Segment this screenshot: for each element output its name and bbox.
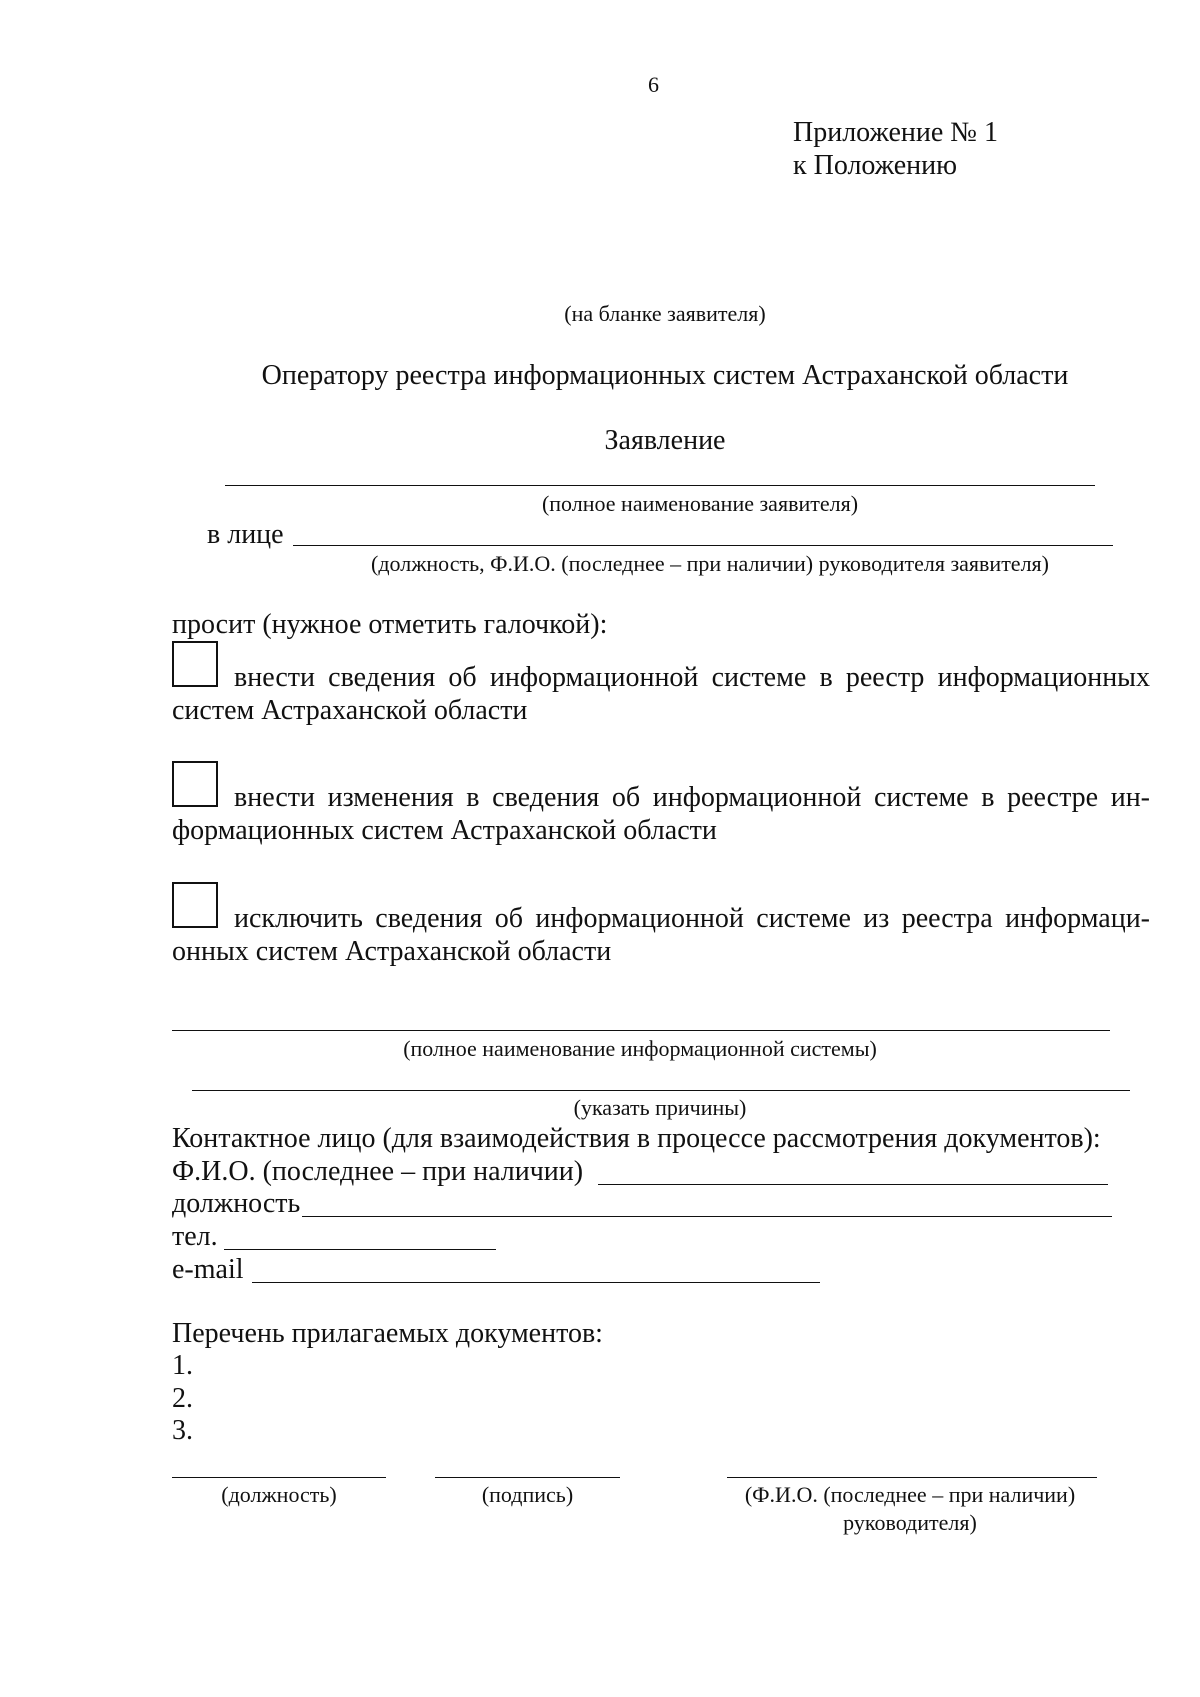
system-name-caption: (полное наименование информационной системы) — [403, 1036, 877, 1061]
appendix-line-1: Приложение № 1 — [793, 117, 998, 148]
signature-position-line[interactable] — [172, 1477, 386, 1478]
contact-fio-label: Ф.И.О. (последнее – при наличии) — [172, 1156, 584, 1187]
represented-by-label: в лице — [207, 519, 284, 550]
documents-heading: Перечень прилагаемых документов: — [172, 1318, 603, 1349]
represented-by-line[interactable] — [293, 545, 1113, 546]
reasons-caption: (указать причины) — [573, 1095, 747, 1120]
reasons-line[interactable] — [192, 1090, 1130, 1091]
signature-fio-line[interactable] — [727, 1477, 1097, 1478]
contact-email-label: e-mail — [172, 1254, 244, 1285]
contact-position-line[interactable] — [302, 1216, 1112, 1217]
document-title: Заявление — [604, 425, 726, 456]
applicant-caption: (полное наименование заявителя) — [541, 491, 859, 516]
system-name-line[interactable] — [172, 1030, 1110, 1031]
contact-fio-line[interactable] — [598, 1184, 1108, 1185]
signature-line[interactable] — [435, 1477, 620, 1478]
option-text-modify: внести изменения в сведения об информационной системе в реестре ин- формационных систем Астраханской области — [172, 782, 1150, 846]
addressee: Оператору реестра информационных систем Астраханской области — [261, 360, 1069, 391]
letterhead-note: (на бланке заявителя) — [564, 301, 766, 326]
applicant-name-line[interactable] — [225, 485, 1095, 486]
contact-heading: Контактное лицо (для взаимодействия в процессе рассмотрения документов): — [172, 1123, 1101, 1154]
signature-caption: (подпись) — [481, 1482, 574, 1507]
option-text-exclude: исключить сведения об информационной системе из реестра информаци- онных систем Астраханской области — [172, 903, 1150, 967]
page-number: 6 — [648, 72, 659, 97]
signature-fio-caption-line-2: руководителя) — [843, 1510, 977, 1535]
document-item: 3. — [172, 1415, 193, 1446]
represented-by-caption: (должность, Ф.И.О. (последнее – при наличии) руководителя заявителя) — [371, 551, 1049, 576]
contact-phone-label: тел. — [172, 1221, 218, 1252]
signature-fio-caption-line-1: (Ф.И.О. (последнее – при наличии) — [744, 1482, 1076, 1507]
appendix-line-2: к Положению — [793, 150, 958, 181]
contact-position-label: должность — [172, 1188, 301, 1219]
document-item: 2. — [172, 1383, 193, 1414]
document-item: 1. — [172, 1350, 193, 1381]
signature-position-caption: (должность) — [221, 1482, 337, 1507]
request-intro: просит (нужное отметить галочкой): — [172, 609, 608, 640]
contact-email-line[interactable] — [252, 1282, 820, 1283]
contact-phone-line[interactable] — [224, 1249, 496, 1250]
option-text-include: внести сведения об информационной системе в реестр информационных систем Астраханской области — [172, 662, 1150, 726]
